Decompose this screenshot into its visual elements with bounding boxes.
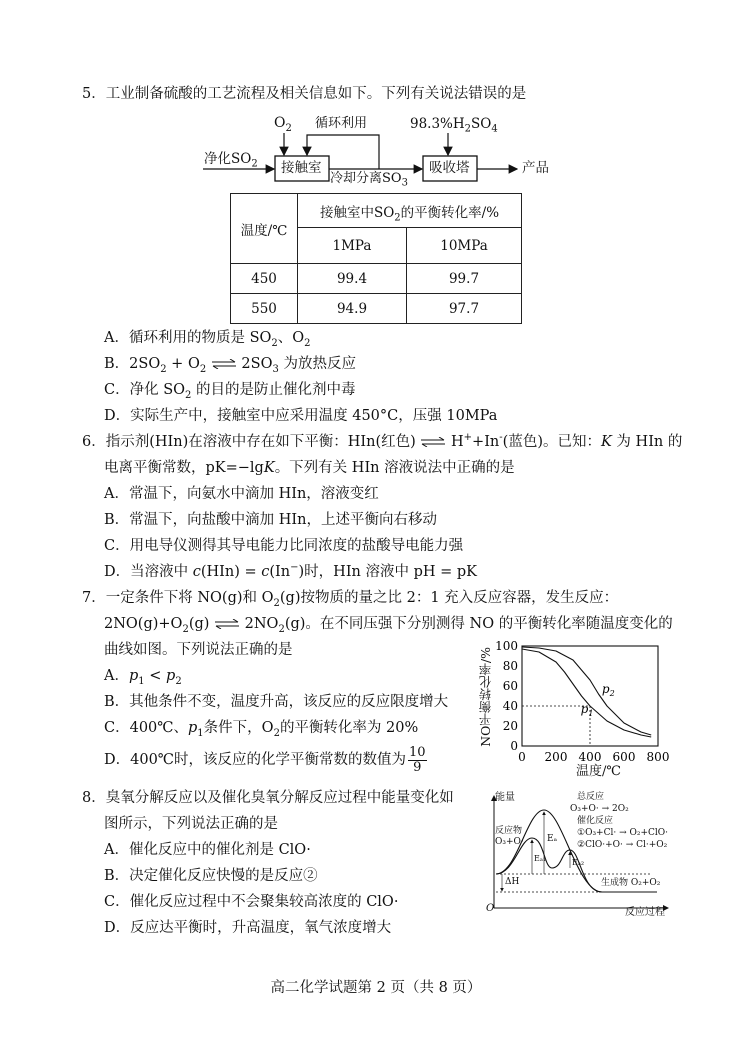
contact-chamber-label: 接触室 bbox=[281, 160, 322, 176]
x-tick-label: 800 bbox=[646, 750, 670, 764]
q7-option-a: A．$p_1 < p_2$ bbox=[104, 668, 182, 687]
ea2-label: Eₐ₂ bbox=[572, 858, 585, 867]
conversion-header: 接触室中$SO_2$的平衡转化率/% bbox=[298, 194, 522, 228]
chart-x-axis-label: 温度/℃ bbox=[576, 764, 621, 779]
q6-option-d: D．当溶液中 c(HIn) = c(In−)时，HIn 溶液中 pH = pK bbox=[104, 562, 478, 580]
q6-option-b: B．常温下，向盐酸中滴加 HIn，上述平衡向右移动 bbox=[104, 512, 437, 528]
product-label: 生成物 O₂+O₂ bbox=[601, 878, 661, 888]
y-tick-label: 40 bbox=[502, 699, 518, 713]
q6-stem-line2: 电离平衡常数，pK=−lgK。下列有关 HIn 溶液说法中正确的是 bbox=[104, 460, 515, 476]
q7-stem-line3: 曲线如图。下列说法正确的是 bbox=[104, 642, 293, 658]
y-tick-label: 80 bbox=[502, 659, 518, 673]
q7-option-d: D．400℃时，该反应的化学平衡常数的数值为 $\frac{10}{9}$ bbox=[104, 745, 426, 775]
product-label: 产品 bbox=[522, 160, 549, 176]
x-tick-label: 400 bbox=[578, 750, 602, 764]
total-reaction-eq: O₃+O· → 2O₂ bbox=[570, 804, 629, 814]
series-line-p1 bbox=[522, 649, 651, 737]
table-cell: 450 bbox=[231, 264, 298, 294]
reactant-formula: O₃+O· bbox=[495, 837, 524, 847]
x-tick-label: 200 bbox=[544, 750, 568, 764]
purify-label: 净化$SO_2$ bbox=[204, 151, 258, 170]
no-conversion-chart bbox=[480, 638, 670, 778]
equilibrium-arrow-icon bbox=[211, 359, 237, 369]
process-axis-label: 反应过程 bbox=[625, 907, 665, 918]
reactant-label: 反应物 bbox=[495, 826, 523, 836]
page-footer: 高二化学试题第 2 页（共 8 页） bbox=[270, 980, 482, 996]
dh-label: ΔH bbox=[505, 877, 520, 887]
q5-stem: 5．工业制备硫酸的工艺流程及相关信息如下。下列有关说法错误的是 bbox=[82, 86, 527, 102]
temp-header: 温度/℃ bbox=[231, 194, 298, 264]
table-cell: 97.7 bbox=[407, 294, 522, 324]
y-tick-label: 0 bbox=[510, 739, 518, 753]
q8-option-c: C．催化反应过程中不会聚集较高浓度的 ClO· bbox=[104, 894, 399, 910]
pressure-1mpa-header: 1MPa bbox=[298, 228, 407, 264]
q7-stem-line2: $2NO(g)+O_2(g)$ $2NO_2(g)$。在不同压强下分别测得 NO 的平衡转化率随温度变化的 bbox=[104, 616, 673, 635]
total-reaction-label: 总反应 bbox=[577, 792, 605, 802]
series-label-p1: $p_1$ bbox=[580, 702, 594, 718]
table-cell: 550 bbox=[231, 294, 298, 324]
ea-label: Eₐ bbox=[547, 834, 558, 844]
q8-option-b: B．决定催化反应快慢的是反应② bbox=[104, 868, 318, 884]
x-tick-label: 0 bbox=[518, 750, 526, 764]
y-tick-label: 100 bbox=[495, 639, 518, 653]
absorption-tower-label: 吸收塔 bbox=[429, 160, 470, 176]
energy-axis-label: 能量 bbox=[495, 792, 515, 803]
recycle-label: 循环利用 bbox=[315, 116, 368, 131]
x-tick-label: 600 bbox=[612, 750, 636, 764]
catalyzed-label: 催化反应 bbox=[577, 816, 614, 826]
q6-option-a: A．常温下，向氨水中滴加 HIn，溶液变红 bbox=[104, 486, 379, 502]
acid-label: $98.3\%H_2SO_4$ bbox=[410, 116, 498, 135]
chart-y-axis-label: NO平衡转化率/% bbox=[478, 647, 493, 747]
q6-stem-line1: 6．指示剂(HIn)在溶液中存在如下平衡：HIn(红色) H++In-(蓝色)。已知：K 为 HIn 的 bbox=[82, 432, 683, 450]
cool-label: 冷却分离$SO_3$ bbox=[330, 171, 408, 189]
series-label-p2: $p_2$ bbox=[601, 682, 615, 698]
q8-option-a: A．催化反应中的催化剂是 ClO· bbox=[104, 842, 311, 858]
q8-stem-line1: 8．臭氧分解反应以及催化臭氧分解反应过程中能量变化如 bbox=[82, 790, 454, 806]
step2-eq: ②ClO·+O· → Cl·+O₂ bbox=[577, 840, 668, 850]
equilibrium-arrow-icon bbox=[214, 619, 240, 629]
step1-eq: ①O₃+Cl· → O₂+ClO· bbox=[577, 828, 669, 838]
table-cell: 99.4 bbox=[298, 264, 407, 294]
q8-stem-line2: 图所示，下列说法正确的是 bbox=[104, 816, 278, 832]
table-cell: 99.7 bbox=[407, 264, 522, 294]
q5-option-c: C．净化 $SO_2$ 的目的是防止催化剂中毒 bbox=[104, 382, 356, 401]
y-tick-label: 20 bbox=[502, 719, 518, 733]
table-cell: 94.9 bbox=[298, 294, 407, 324]
fraction: $\frac{10}{9}$ bbox=[409, 745, 426, 775]
q5-option-a: A．循环利用的物质是 $SO_2$、$O_2$ bbox=[104, 330, 311, 349]
series-line-p2 bbox=[522, 647, 651, 735]
y-tick-label: 60 bbox=[502, 679, 518, 693]
ea1-label: Eₐ₁ bbox=[534, 854, 547, 863]
q7-option-b: B．其他条件不变，温度升高，该反应的反应限度增大 bbox=[104, 694, 449, 710]
conversion-table bbox=[230, 193, 522, 324]
equilibrium-arrow-icon bbox=[420, 437, 446, 447]
q6-option-c: C．用电导仪测得其导电能力比同浓度的盐酸导电能力强 bbox=[104, 538, 464, 554]
origin-label: O bbox=[486, 903, 495, 914]
q7-stem-line1: 7．一定条件下将 NO(g)和 $O_2(g)$按物质的量之比 2：1 充入反应容器，发生反应： bbox=[82, 590, 619, 609]
q8-option-d: D．反应达平衡时，升高温度，氧气浓度增大 bbox=[104, 920, 392, 936]
o2-label: $O_2$ bbox=[274, 115, 292, 134]
pressure-10mpa-header: 10MPa bbox=[407, 228, 522, 264]
q5-option-d: D．实际生产中，接触室中应采用温度 450°C，压强 10MPa bbox=[104, 408, 498, 424]
q7-option-c: C．400℃、$p_1$条件下，$O_2$的平衡转化率为 20% bbox=[104, 720, 419, 739]
q5-option-b: B．$2SO_2 + O_2$ $2SO_3$ 为放热反应 bbox=[104, 356, 356, 375]
